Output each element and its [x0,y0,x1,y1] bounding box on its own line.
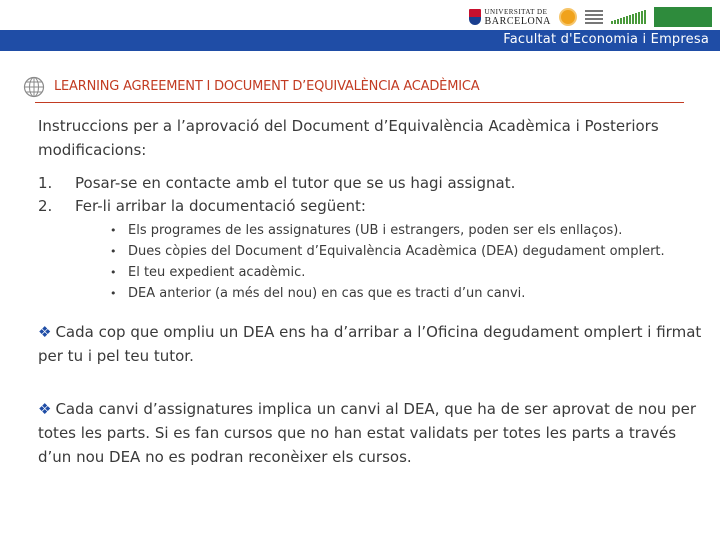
list-item [38,195,708,218]
growth-chart-icon [611,10,646,24]
logo-line-1: UNIVERSITAT DE [484,8,548,16]
page-title: LEARNING AGREEMENT I DOCUMENT D’EQUIVALÈNCIA ACADÈMICA [54,79,480,94]
steps-list [38,172,708,218]
header-logos [469,4,712,30]
bullet-icon: • [110,224,117,237]
title-divider [35,102,684,103]
note-paragraph [38,320,708,368]
bullet-icon: • [110,245,117,258]
university-logo [469,8,551,26]
logo-line-2: BARCELONA [484,16,551,27]
list-item [110,220,708,241]
globe-icon [23,76,45,98]
bullet-icon: • [110,266,117,279]
note-paragraph [38,397,708,469]
bullet-text: DEA anterior (a més del nou) en cas que es tracti d’un canvi. [128,286,526,301]
list-item [110,262,708,283]
list-item [38,172,708,195]
step-text: Fer-li arribar la documentació següent: [75,197,366,215]
bullet-text: Els programes de les assignatures (UB i estrangers, poden ser els enllaços). [128,223,623,238]
faculty-name: Facultat d'Economia i Empresa [503,32,709,47]
step-number: 1. [38,174,53,192]
diamond-bullet-icon: ❖ [38,400,52,418]
bullet-text: Dues còpies del Document d’Equivalència Acadèmica (DEA) degudament omplert. [128,244,665,259]
seal-icon [559,8,577,26]
list-item [110,241,708,262]
note-text: Cada canvi d’assignatures implica un canvi al DEA, que ha de ser aprovat de nou per totes les parts. Si es fan cursos que no han estat validats per totes les parts a través d’un nou DEA no es podran reconèixer els cursos. [38,400,697,466]
documents-list [110,220,708,304]
intro-text: Instruccions per a l’aprovació del Document d’Equivalència Acadèmica i Posteriors modificacions: [38,117,659,159]
diamond-bullet-icon: ❖ [38,323,52,341]
step-number: 2. [38,197,53,215]
note-text: Cada cop que ompliu un DEA ens ha d’arribar a l’Oficina degudament omplert i firmat per tu i pel teu tutor. [38,323,702,365]
main-content [38,114,708,469]
step-text: Posar-se en contacte amb el tutor que se us hagi assignat. [75,174,516,192]
header-band [0,30,720,51]
list-item [110,283,708,304]
bullet-icon: • [110,287,117,300]
shield-icon [469,9,481,25]
faculty-mark-icon [585,10,603,24]
bullet-text: El teu expedient acadèmic. [128,265,306,280]
international-badge [654,7,712,27]
